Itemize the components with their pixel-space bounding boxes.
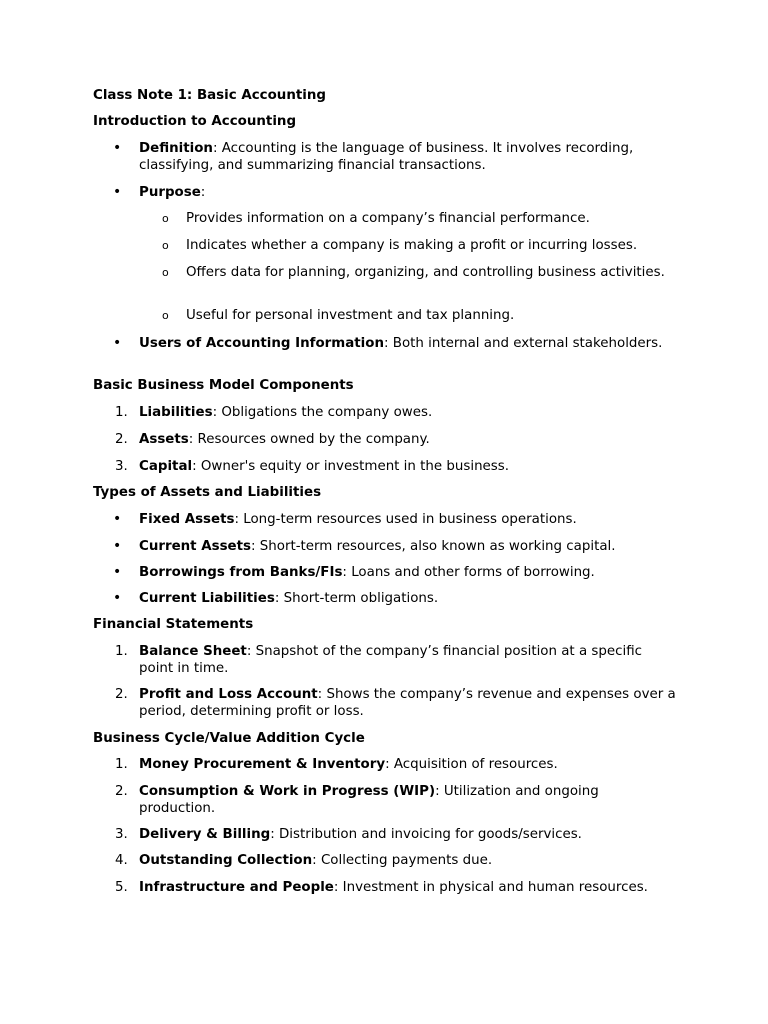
bullet-icon: •: [113, 564, 122, 580]
term: Current Assets: [139, 539, 252, 554]
list-item: [113, 564, 679, 581]
section-heading-cycle: Business Cycle/Value Addition Cycle: [93, 731, 365, 746]
section-heading-types: Types of Assets and Liabilities: [93, 485, 322, 500]
description: : Loans and other forms of borrowing.: [342, 565, 595, 580]
term: Balance Sheet: [139, 644, 247, 659]
description: : Investment in physical and human resources.: [333, 880, 648, 895]
list-item: [113, 590, 679, 607]
item-number: 1.: [115, 405, 128, 420]
description: : Short-term obligations.: [274, 591, 439, 606]
sub-list-item: [162, 264, 676, 281]
item-number: 5.: [115, 880, 128, 895]
term: Current Liabilities: [139, 591, 275, 606]
description: : Utilization and ongoing production.: [139, 784, 599, 816]
list-item-definition: [113, 140, 679, 174]
sub-item-text: Useful for personal investment and tax planning.: [186, 308, 515, 323]
list-item-users: [113, 335, 679, 352]
description: : Long-term resources used in business operations.: [234, 512, 577, 527]
sub-list-item: [162, 210, 676, 227]
numbered-item: [115, 783, 679, 817]
description: :: [200, 185, 206, 200]
term: Assets: [139, 432, 189, 447]
list-item-purpose: [113, 184, 679, 201]
section-heading-introduction: Introduction to Accounting: [93, 114, 297, 129]
document-title: Class Note 1: Basic Accounting: [93, 88, 326, 103]
numbered-item: [115, 643, 679, 677]
description: : Shows the company’s revenue and expenses over a period, determining profit or loss.: [139, 687, 676, 719]
section-heading-statements: Financial Statements: [93, 617, 254, 632]
term: Borrowings from Banks/FIs: [139, 565, 343, 580]
bullet-icon: •: [113, 590, 122, 606]
numbered-item: [115, 756, 679, 773]
description: : Collecting payments due.: [312, 853, 493, 868]
term: Money Procurement & Inventory: [139, 757, 386, 772]
sub-item-text: Offers data for planning, organizing, and controlling business activities.: [186, 265, 665, 280]
sub-item-text: Provides information on a company’s financial performance.: [186, 211, 590, 226]
term: Fixed Assets: [139, 512, 235, 527]
bullet-icon: •: [113, 511, 122, 527]
item-number: 1.: [115, 757, 128, 772]
item-number: 1.: [115, 644, 128, 659]
description: : Snapshot of the company’s financial position at a specific point in time.: [139, 644, 642, 676]
bullet-icon: •: [113, 335, 122, 351]
term: Infrastructure and People: [139, 880, 334, 895]
description: : Distribution and invoicing for goods/services.: [270, 827, 582, 842]
description: : Accounting is the language of business. It involves recording, classifying, and summarizing financial transactions.: [139, 141, 634, 173]
circle-bullet-icon: o: [162, 212, 169, 225]
list-item: [113, 511, 679, 528]
item-number: 2.: [115, 432, 128, 447]
list-item: [113, 538, 679, 555]
sub-list-item: [162, 237, 676, 254]
description: : Obligations the company owes.: [212, 405, 433, 420]
numbered-item: [115, 852, 679, 869]
numbered-item: [115, 431, 679, 448]
numbered-item: [115, 826, 679, 843]
numbered-item: [115, 404, 679, 421]
circle-bullet-icon: o: [162, 266, 169, 279]
bullet-icon: •: [113, 140, 122, 156]
item-number: 4.: [115, 853, 128, 868]
term: Consumption & Work in Progress (WIP): [139, 784, 436, 799]
circle-bullet-icon: o: [162, 309, 169, 322]
item-number: 3.: [115, 459, 128, 474]
bullet-icon: •: [113, 538, 122, 554]
description: : Short-term resources, also known as working capital.: [251, 539, 616, 554]
sub-list-item: [162, 307, 676, 324]
numbered-item: [115, 879, 679, 896]
numbered-item: [115, 458, 679, 475]
term: Capital: [139, 459, 193, 474]
term: Delivery & Billing: [139, 827, 271, 842]
description: : Owner's equity or investment in the business.: [192, 459, 510, 474]
term: Profit and Loss Account: [139, 687, 318, 702]
term: Definition: [139, 141, 213, 156]
section-heading-model: Basic Business Model Components: [93, 378, 354, 393]
numbered-item: [115, 686, 679, 720]
sub-item-text: Indicates whether a company is making a profit or incurring losses.: [186, 238, 638, 253]
item-number: 2.: [115, 687, 128, 702]
circle-bullet-icon: o: [162, 239, 169, 252]
bullet-icon: •: [113, 184, 122, 200]
description: : Acquisition of resources.: [385, 757, 558, 772]
term: Outstanding Collection: [139, 853, 313, 868]
item-number: 3.: [115, 827, 128, 842]
description: : Both internal and external stakeholders.: [383, 336, 663, 351]
description: : Resources owned by the company.: [188, 432, 430, 447]
term: Users of Accounting Information: [139, 336, 384, 351]
term: Liabilities: [139, 405, 213, 420]
item-number: 2.: [115, 784, 128, 799]
term: Purpose: [139, 185, 201, 200]
